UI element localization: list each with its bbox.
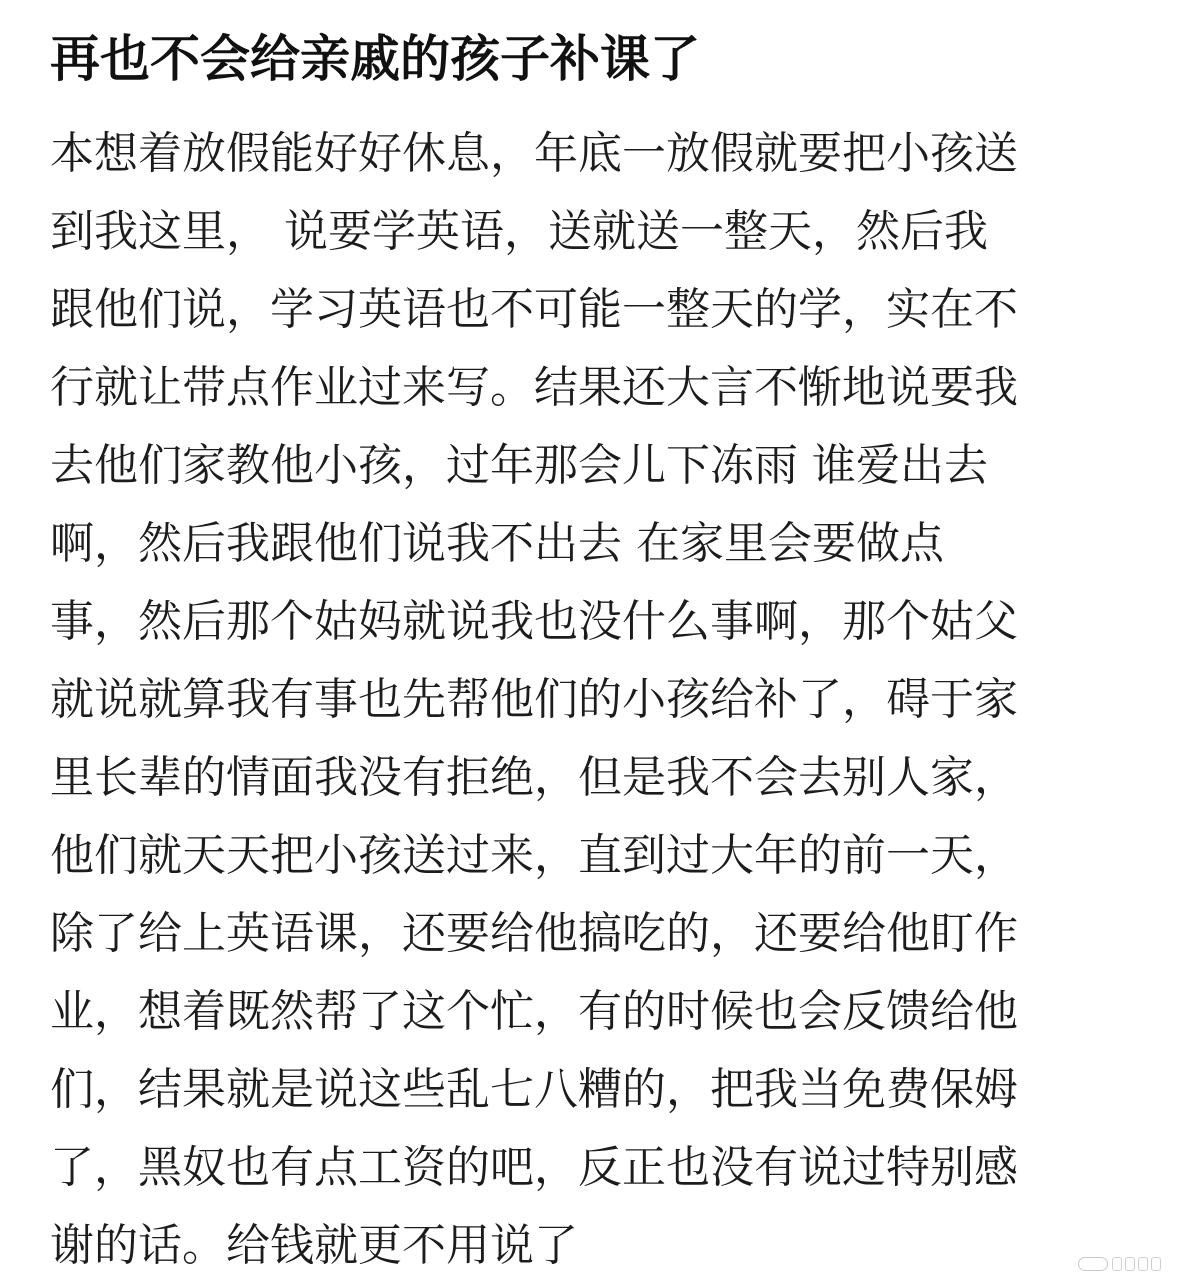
body-line: 们，结果就是说这些乱七八糟的，把我当免费保姆	[50, 1064, 1018, 1115]
post-body	[50, 115, 1140, 1285]
watermark-dot	[1125, 1257, 1135, 1271]
watermark-logo-icon	[1072, 1253, 1167, 1275]
body-line: 他们就天天把小孩送过来，直到过大年的前一天，	[50, 830, 1018, 881]
body-line: 里长辈的情面我没有拒绝，但是我不会去别人家，	[50, 752, 1018, 803]
body-line: 到我这里， 说要学英语，送就送一整天，然后我	[50, 206, 988, 257]
body-line: 谢的话。给钱就更不用说了	[50, 1220, 578, 1271]
body-line: 啊，然后我跟他们说我不出去 在家里会要做点	[50, 518, 944, 569]
body-line: 行就让带点作业过来写。结果还大言不惭地说要我	[50, 362, 1018, 413]
body-line: 跟他们说，学习英语也不可能一整天的学，实在不	[50, 284, 1018, 335]
body-line: 就说就算我有事也先帮他们的小孩给补了，碍于家	[50, 674, 1018, 725]
body-line: 事，然后那个姑妈就说我也没什么事啊，那个姑父	[50, 596, 1018, 647]
body-line: 了，黑奴也有点工资的吧，反正也没有说过特别感	[50, 1142, 1018, 1193]
watermark-dot	[1112, 1257, 1122, 1271]
watermark-mark	[1078, 1257, 1108, 1271]
watermark-dot	[1138, 1257, 1148, 1271]
watermark-dots	[1112, 1257, 1161, 1271]
watermark-dot	[1151, 1257, 1161, 1271]
body-line: 本想着放假能好好休息，年底一放假就要把小孩送	[50, 128, 1018, 179]
body-line: 除了给上英语课，还要给他搞吃的，还要给他盯作	[50, 908, 1018, 959]
body-line: 业，想着既然帮了这个忙，有的时候也会反馈给他	[50, 986, 1018, 1037]
body-line: 去他们家教他小孩，过年那会儿下冻雨 谁爱出去	[50, 440, 988, 491]
post-title: 再也不会给亲戚的孩子补课了	[50, 30, 700, 88]
